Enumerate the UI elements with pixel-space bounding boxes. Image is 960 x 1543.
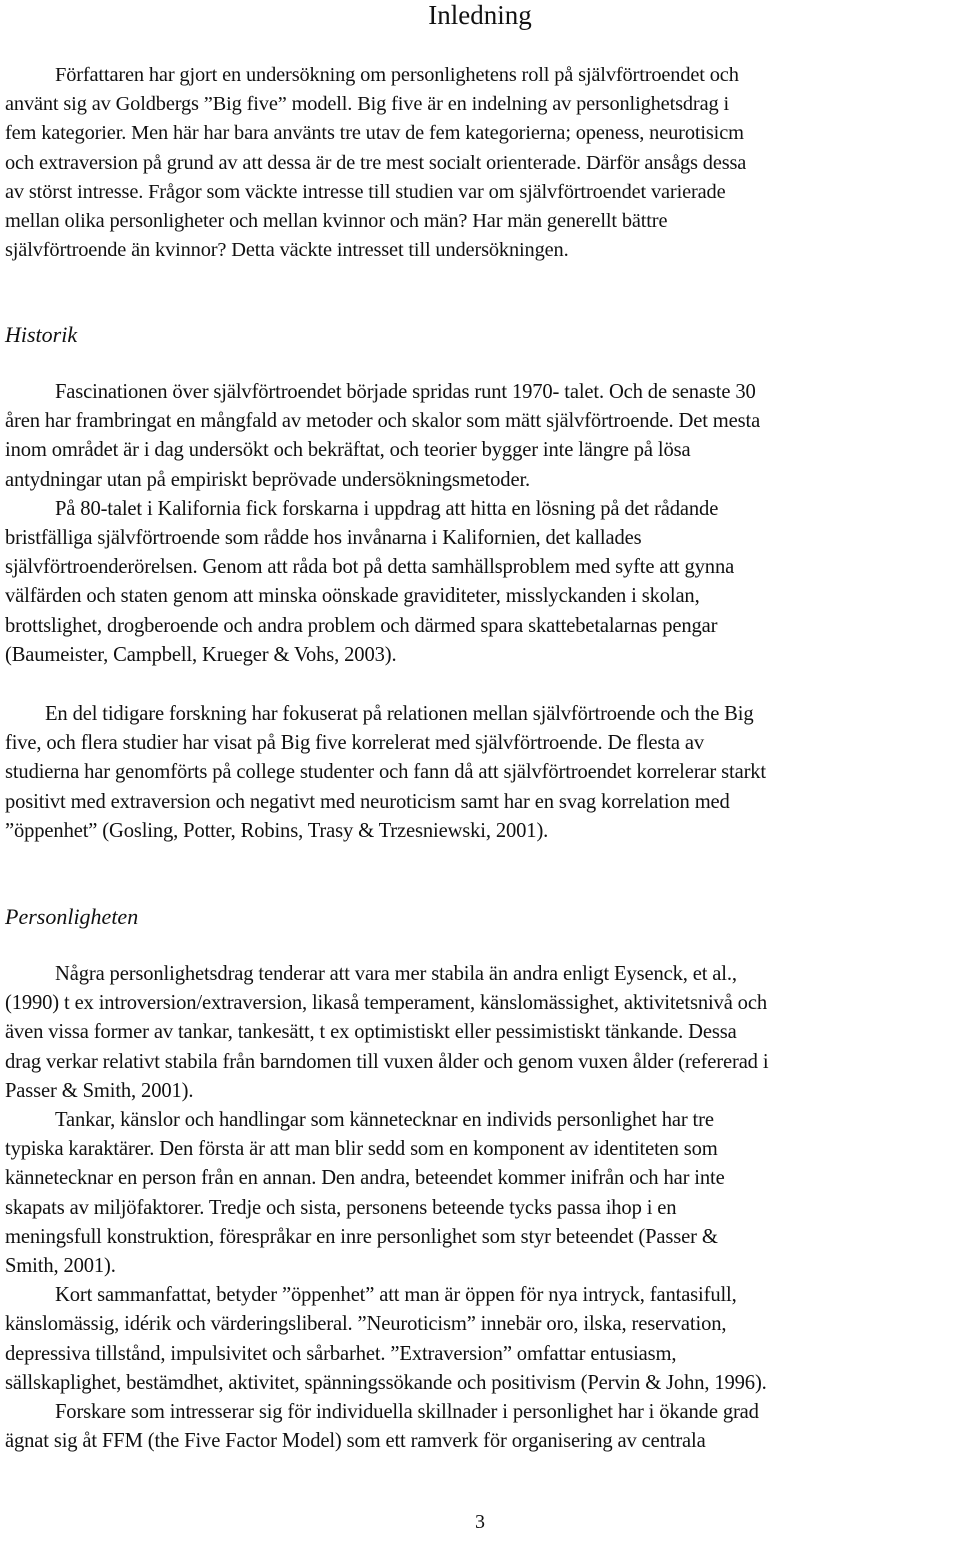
text-line: meningsfull konstruktion, förespråkar en inre personlighet som styr beteendet (Passer & xyxy=(5,1225,718,1248)
text-line: kännetecknar en person från en annan. Den andra, beteendet kommer inifrån och har inte xyxy=(5,1167,725,1190)
section-heading-personligheten: Personligheten xyxy=(5,904,139,929)
text-line: (1990) t ex introversion/extraversion, likaså temperament, känslomässighet, aktivitetsnivå och xyxy=(5,992,767,1015)
text-line: sällskaplighet, bestämdhet, aktivitet, spänningssökande och positivism (Pervin & John, 1996). xyxy=(5,1371,767,1394)
text-line: antydningar utan på empiriskt beprövade undersökningsmetoder. xyxy=(5,468,531,491)
text-line: ägnat sig åt FFM (the Five Factor Model) som ett ramverk för organisering av centrala xyxy=(5,1430,706,1453)
text-line: studierna har genomförts på college studenter och fann då att självförtroendet korrelerar starkt xyxy=(5,761,766,784)
personligheten-paragraphs xyxy=(5,960,955,1456)
text-line: bristfälliga självförtroende som rådde hos invånarna i Kalifornien, det kallades xyxy=(5,527,642,550)
text-line: åren har frambringat en mångfald av metoder och skalor som mätt självförtroende. Det mesta xyxy=(5,410,761,433)
text-line: även vissa former av tankar, tankesätt, t ex optimistiskt eller pessimistiskt tänkande. Dessa xyxy=(5,1021,737,1044)
text-line: självförtroenderörelsen. Genom att råda bot på detta samhällsproblem med syfte att gynna xyxy=(5,556,735,579)
intro-paragraph xyxy=(5,61,955,265)
text-line: mellan olika personligheter och mellan kvinnor och män? Har män generellt bättre xyxy=(5,210,668,233)
text-line: inom området är i dag undersökt och bekräftat, och teorier bygger inte längre på lösa xyxy=(5,439,691,462)
text-line: Fascinationen över självförtroendet började spridas runt 1970- talet. Och de senaste 30 xyxy=(55,381,756,403)
text-line: Kort sammanfattat, betyder ”öppenhet” att man är öppen för nya intryck, fantasifull, xyxy=(55,1284,737,1307)
text-line: välfärden och staten genom att minska oönskade graviditeter, misslyckanden i skolan, xyxy=(5,585,700,608)
text-line: five, och flera studier har visat på Big five korrelerat med självförtroende. De flesta av xyxy=(5,732,704,755)
text-line: En del tidigare forskning har fokuserat på relationen mellan självförtroende och the Big xyxy=(45,703,754,725)
text-line: brottslighet, drogberoende och andra problem och därmed spara skattebetalarnas pengar xyxy=(5,614,718,637)
text-line: depressiva tillstånd, impulsivitet och sårbarhet. ”Extraversion” omfattar entusiasm, xyxy=(5,1342,677,1365)
historik-paragraph-1 xyxy=(5,378,955,670)
text-line: fem kategorier. Men här har bara använts tre utav de fem kategorierna; openess, neurotisicm xyxy=(5,122,744,145)
text-line: och extraversion på grund av att dessa är de tre mest socialt orienterade. Därför ansågs dessa xyxy=(5,151,747,174)
text-line: Några personlighetsdrag tenderar att vara mer stabila än andra enligt Eysenck, et al., xyxy=(55,963,737,985)
text-line: använt sig av Goldbergs ”Big five” modell. Big five är en indelning av personlighetsdrag i xyxy=(5,93,729,116)
text-line: av störst intresse. Frågor som väckte intresse till studien var om självförtroendet varierade xyxy=(5,180,726,203)
page-number: 3 xyxy=(475,1511,485,1533)
text-line: typiska karaktärer. Den första är att man blir sedd som en komponent av identiteten som xyxy=(5,1138,718,1161)
section-heading-historik: Historik xyxy=(5,322,78,347)
text-line: positivt med extraversion och negativt med neuroticism samt har en svag korrelation med xyxy=(5,790,730,813)
text-line: Smith, 2001). xyxy=(5,1255,116,1278)
text-line: ”öppenhet” (Gosling, Potter, Robins, Trasy & Trzesniewski, 2001). xyxy=(5,819,549,842)
text-line: Forskare som intresserar sig för individuella skillnader i personlighet har i ökande grad xyxy=(55,1401,759,1424)
historik-paragraph-3 xyxy=(5,700,955,846)
text-line: känslomässig, idérik och värderingsliberal. ”Neuroticism” innebär oro, ilska, reservation, xyxy=(5,1313,727,1336)
text-line: skapats av miljöfaktorer. Tredje och sista, personens beteende tycks passa ihop i en xyxy=(5,1196,677,1219)
text-line: På 80-talet i Kalifornia fick forskarna i uppdrag att hitta en lösning på det rådande xyxy=(55,497,719,520)
page-title: Inledning xyxy=(428,0,532,30)
text-line: Passer & Smith, 2001). xyxy=(5,1079,194,1102)
text-line: självförtroende än kvinnor? Detta väckte intresset till undersökningen. xyxy=(5,239,569,262)
text-line: drag verkar relativt stabila från barndomen till vuxen ålder och genom vuxen ålder (refererad i xyxy=(5,1050,769,1073)
text-line: Författaren har gjort en undersökning om personlighetens roll på självförtroendet och xyxy=(55,64,739,86)
text-line: (Baumeister, Campbell, Krueger & Vohs, 2003). xyxy=(5,643,397,666)
text-line: Tankar, känslor och handlingar som kännetecknar en individs personlighet har tre xyxy=(55,1109,714,1132)
